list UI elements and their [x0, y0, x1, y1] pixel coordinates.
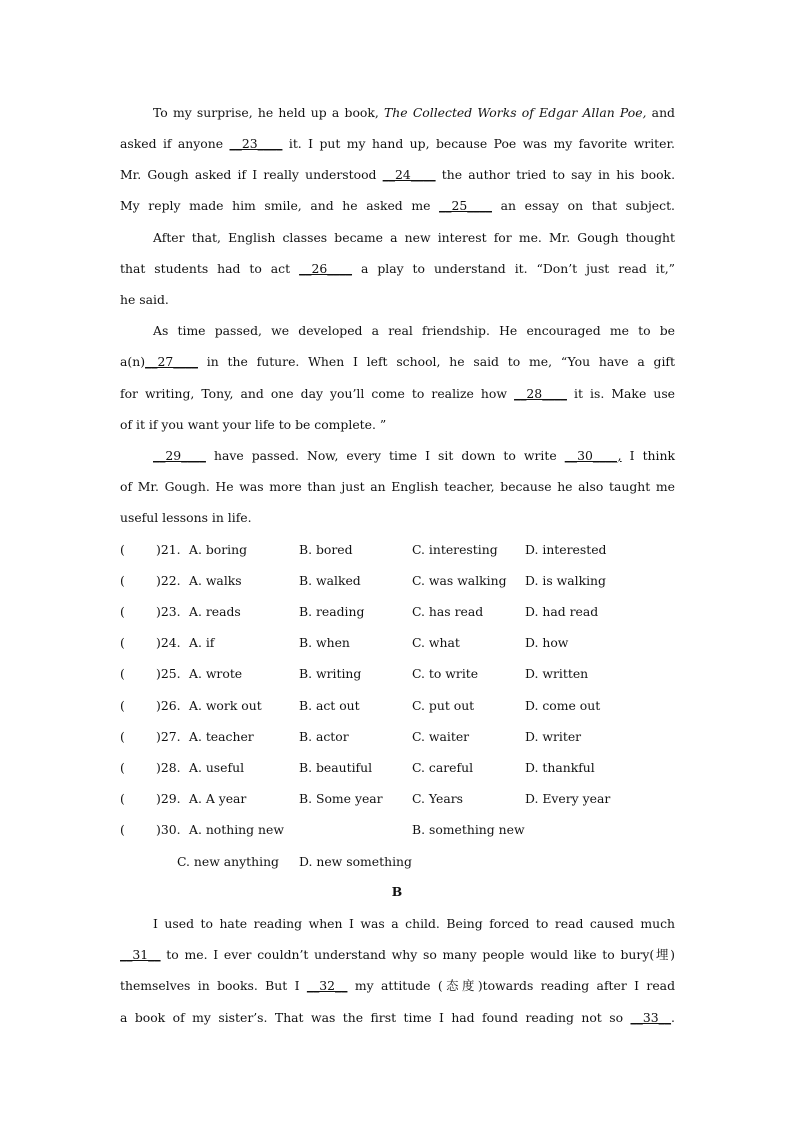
blank-24: __24____	[382, 167, 436, 182]
question-number: )29.	[156, 791, 181, 806]
passage-line: asked if anyone __23____ it. I put my hand up, because Poe was my favorite writer.	[120, 136, 675, 151]
passage-line: useful lessons in life.	[120, 510, 252, 525]
answer-paren: (	[120, 729, 125, 744]
question-number: )30.	[156, 822, 181, 837]
passage-line: I used to hate reading when I was a child. Being forced to read caused much	[153, 916, 675, 931]
blank-27: __27____	[145, 354, 198, 369]
option-a: A. wrote	[189, 666, 243, 681]
answer-paren: (	[120, 604, 125, 619]
answer-paren: (	[120, 573, 125, 588]
option-a: A. useful	[189, 760, 245, 775]
question-number: )26.	[156, 698, 181, 713]
option-c: C. was walking	[412, 573, 507, 588]
question-number: )25.	[156, 666, 181, 681]
question-row	[120, 635, 680, 651]
blank-26: __26____	[299, 261, 353, 276]
passage-line: As time passed, we developed a real friendship. He encouraged me to be	[153, 323, 675, 338]
answer-paren: (	[120, 666, 125, 681]
answer-paren: (	[120, 791, 125, 806]
option-d: D. Every year	[525, 791, 611, 806]
option-b: B. something new	[412, 822, 525, 837]
blank-23: __23____	[229, 136, 283, 151]
option-c: C. has read	[412, 604, 484, 619]
option-c: C. careful	[412, 760, 474, 775]
option-c: C. to write	[412, 666, 479, 681]
book-title: The Collected Works of Edgar Allan Poe,	[384, 105, 647, 120]
option-c: C. new anything	[177, 854, 279, 869]
blank-32: __32__	[306, 978, 348, 993]
question-row	[120, 542, 680, 558]
question-row	[120, 791, 680, 807]
option-b: B. Some year	[299, 791, 383, 806]
option-a: A. nothing new	[189, 822, 284, 837]
question-row	[120, 698, 680, 714]
option-d: D. thankful	[525, 760, 595, 775]
option-a: A. reads	[189, 604, 241, 619]
passage-line: for writing, Tony, and one day you’ll come to realize how __28____ it is. Make use	[120, 386, 676, 401]
question-number: )27.	[156, 729, 181, 744]
option-d: D. new something	[299, 854, 412, 869]
option-d: D. had read	[525, 604, 599, 619]
option-b: B. reading	[299, 604, 365, 619]
passage-line: __29____ have passed. Now, every time I sit down to write __30____, I think	[153, 448, 675, 463]
question-number: )28.	[156, 760, 181, 775]
option-b: B. act out	[299, 698, 360, 713]
question-row	[120, 573, 680, 589]
option-b: B. when	[299, 635, 350, 650]
blank-28: __28____	[514, 386, 567, 401]
question-row-30-cont	[177, 854, 477, 870]
blank-29: __29____	[153, 448, 206, 463]
option-c: C. what	[412, 635, 460, 650]
passage-line: After that, English classes became a new interest for me. Mr. Gough thought	[153, 230, 675, 245]
option-d: D. how	[525, 635, 569, 650]
answer-paren: (	[120, 698, 125, 713]
passage-line: a book of my sister’s. That was the first time I had found reading not so __33__.	[120, 1010, 675, 1025]
option-d: D. come out	[525, 698, 601, 713]
question-row	[120, 729, 680, 745]
passage-line: Mr. Gough asked if I really understood __24____ the author tried to say in his book.	[120, 167, 676, 182]
option-d: D. writer	[525, 729, 582, 744]
option-d: D. interested	[525, 542, 607, 557]
option-b: B. writing	[299, 666, 362, 681]
option-b: B. bored	[299, 542, 353, 557]
question-number: )21.	[156, 542, 181, 557]
passage-line: To my surprise, he held up a book, The Collected Works of Edgar Allan Poe, and	[153, 105, 675, 120]
blank-30: __30____,	[564, 448, 622, 463]
option-b: B. actor	[299, 729, 349, 744]
question-row-30	[120, 822, 680, 838]
question-number: )22.	[156, 573, 181, 588]
option-a: A. boring	[189, 542, 248, 557]
answer-paren: (	[120, 635, 125, 650]
option-d: D. written	[525, 666, 589, 681]
option-a: A. walks	[189, 573, 242, 588]
passage-line: My reply made him smile, and he asked me __25____ an essay on that subject.	[120, 198, 675, 213]
section-heading: B	[391, 884, 403, 899]
option-c: C. Years	[412, 791, 464, 806]
option-a: A. if	[189, 635, 215, 650]
passage-line: he said.	[120, 292, 169, 307]
passage-line: themselves in books. But I __32__ my attitude (态度)towards reading after I read	[120, 978, 676, 993]
option-a: A. A year	[189, 791, 247, 806]
passage-line: of it if you want your life to be complete. ”	[120, 417, 387, 432]
passage-line: of Mr. Gough. He was more than just an English teacher, because he also taught me	[120, 479, 675, 494]
option-c: C. put out	[412, 698, 475, 713]
answer-paren: (	[120, 760, 125, 775]
blank-33: __33__	[630, 1010, 672, 1025]
option-d: D. is walking	[525, 573, 606, 588]
option-c: C. interesting	[412, 542, 498, 557]
option-c: C. waiter	[412, 729, 470, 744]
question-number: )24.	[156, 635, 181, 650]
question-row	[120, 760, 680, 776]
blank-31: __31__	[120, 947, 161, 962]
question-row	[120, 604, 680, 620]
passage-line: __31__ to me. I ever couldn’t understand why so many people would like to bury(埋)	[120, 947, 675, 962]
blank-25: __25____	[439, 198, 492, 213]
option-a: A. teacher	[189, 729, 254, 744]
passage-line: that students had to act __26____ a play to understand it. “Don’t just read it,”	[120, 261, 675, 276]
answer-paren: (	[120, 822, 125, 837]
passage-line: a(n)__27____ in the future. When I left school, he said to me, “You have a gift	[120, 354, 675, 369]
question-row	[120, 666, 680, 682]
option-b: B. walked	[299, 573, 361, 588]
answer-paren: (	[120, 542, 125, 557]
option-a: A. work out	[189, 698, 262, 713]
option-b: B. beautiful	[299, 760, 373, 775]
question-number: )23.	[156, 604, 181, 619]
